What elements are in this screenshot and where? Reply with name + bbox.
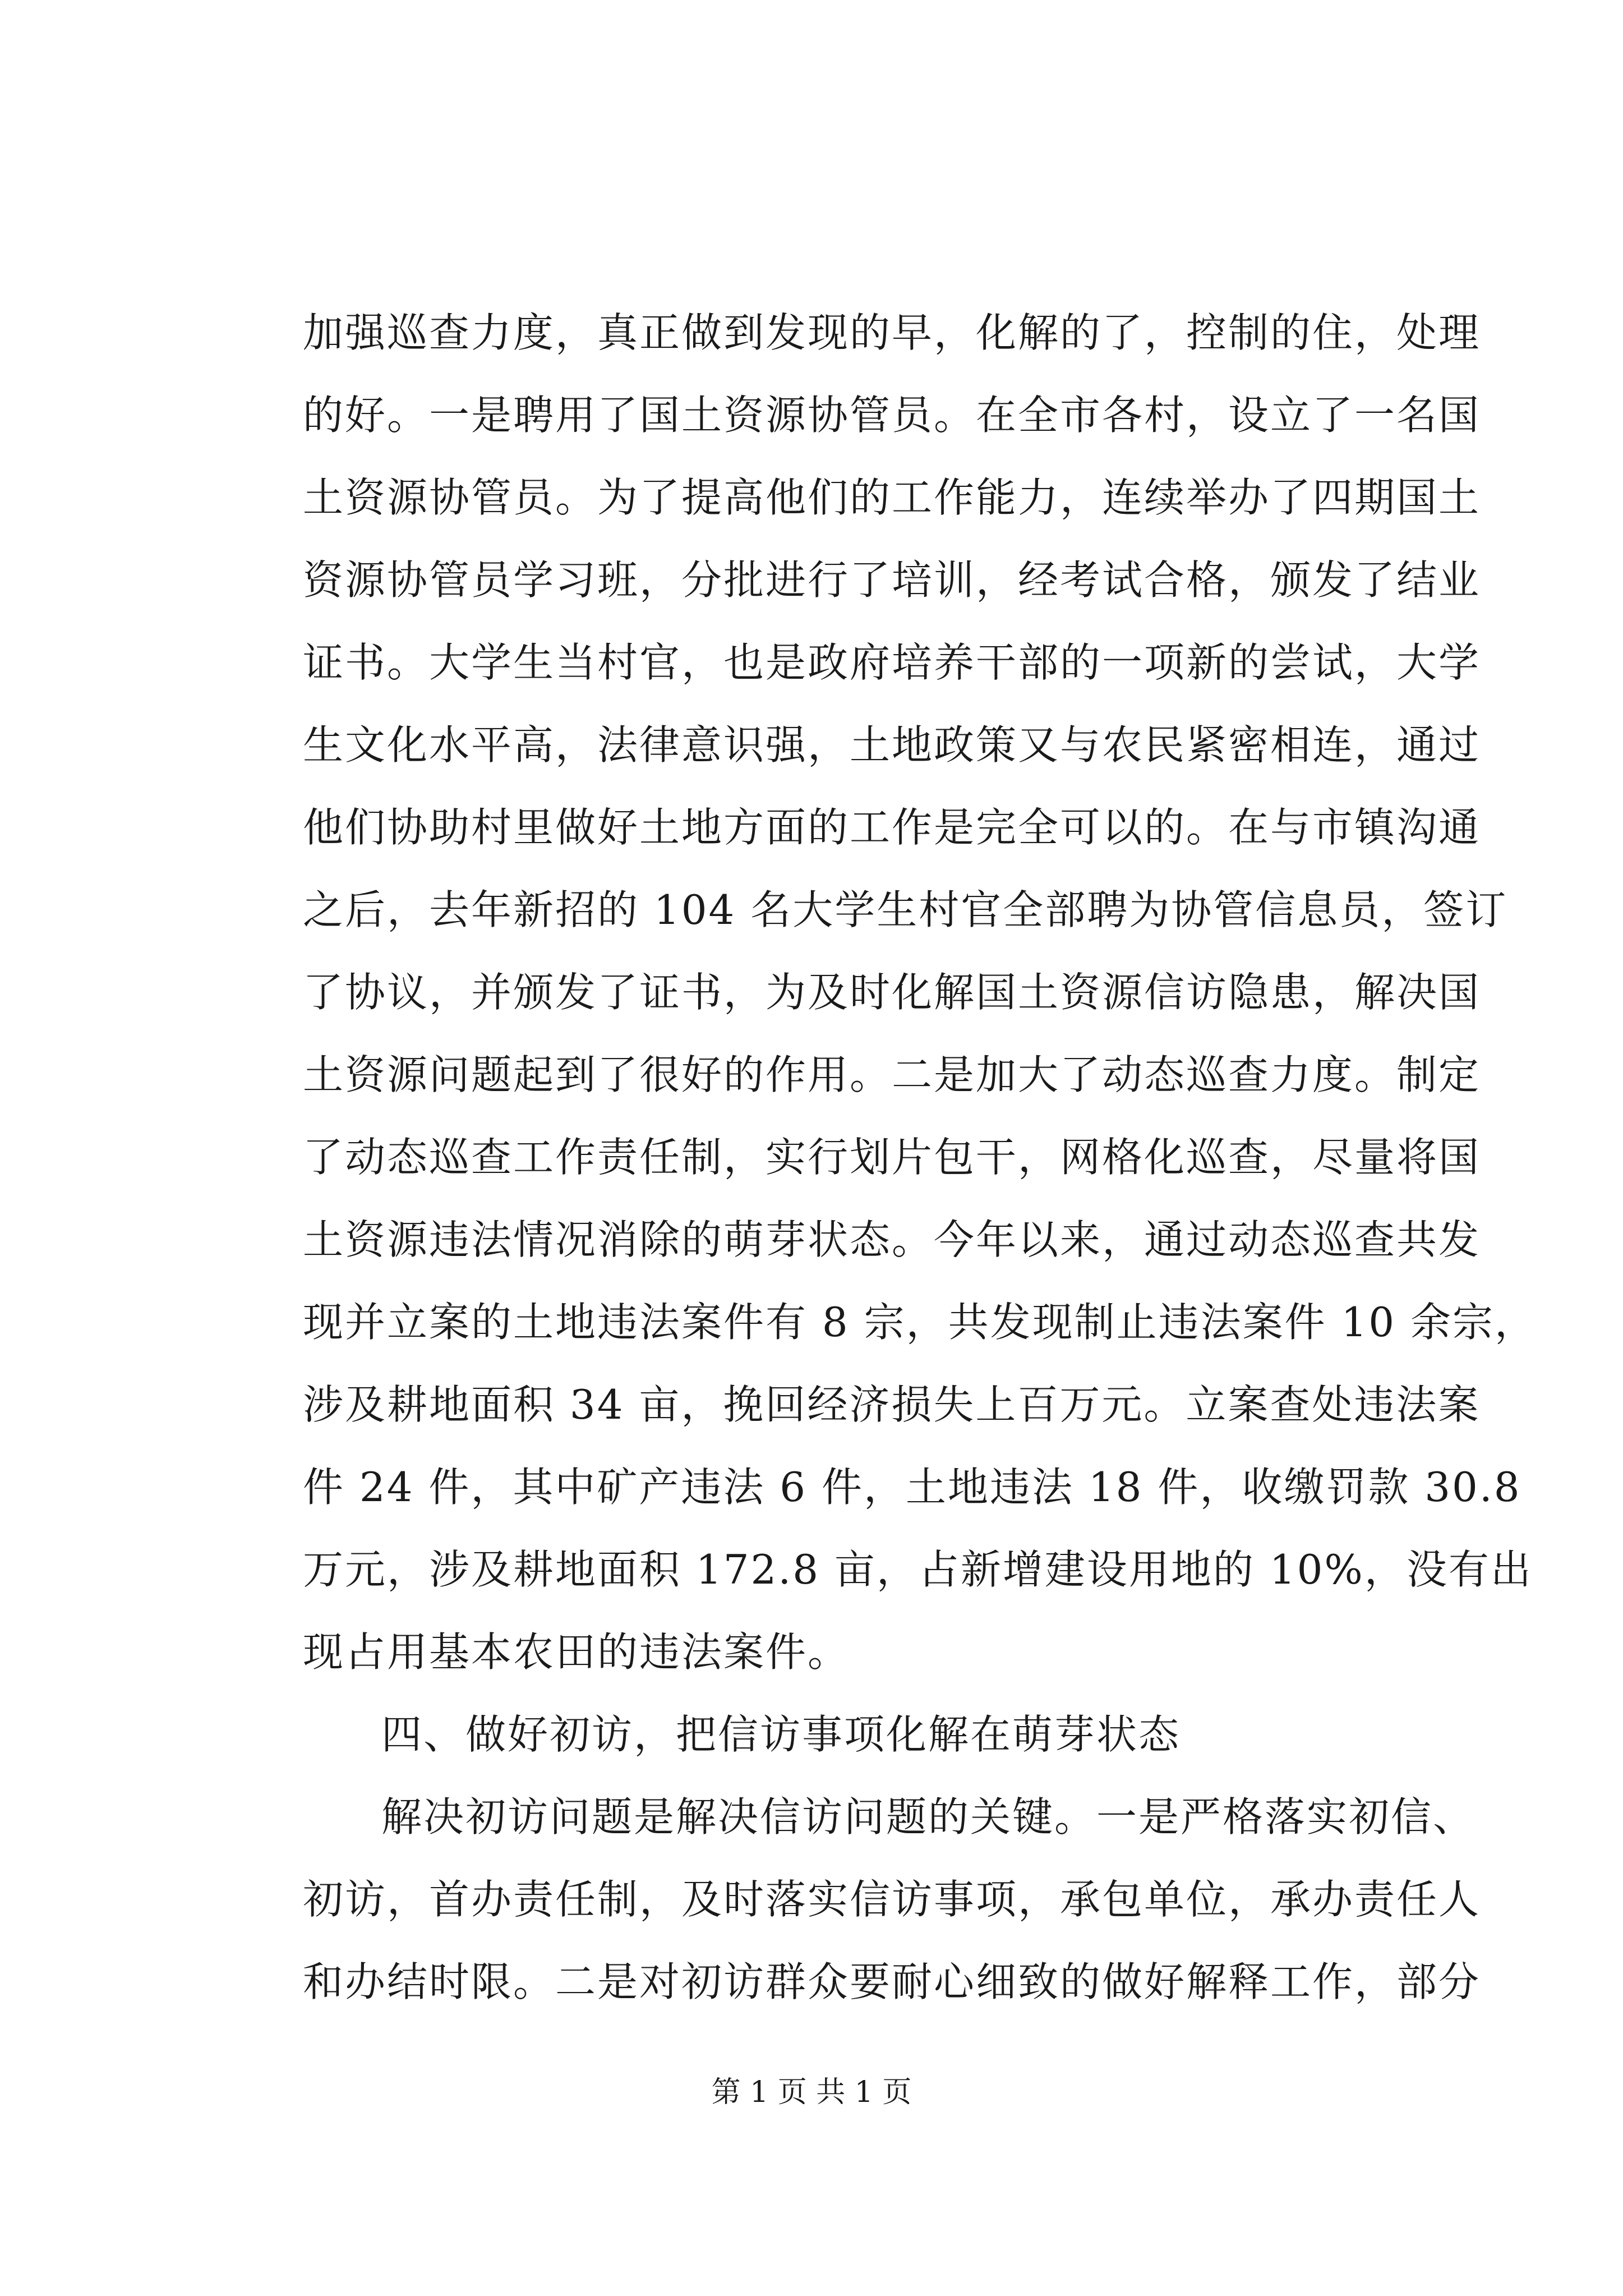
text-line-3: 土资源协管员。为了提高他们的工作能力，连续举办了四期国土 xyxy=(303,474,1481,521)
text-line-14: 涉及耕地面积 34 亩，挽回经济损失上百万元。立案查处违法案 xyxy=(303,1381,1481,1428)
text-line-12: 土资源违法情况消除的萌芽状态。今年以来，通过动态巡查共发 xyxy=(303,1216,1481,1263)
text-line-5: 证书。大学生当村官，也是政府培养干部的一项新的尝试，大学 xyxy=(303,639,1481,686)
page-number-footer: 第 1 页 共 1 页 xyxy=(711,2076,912,2109)
text-line-8: 之后，去年新招的 104 名大学生村官全部聘为协管信息员，签订 xyxy=(303,886,1508,933)
text-line-13: 现并立案的土地违法案件有 8 宗，共发现制止违法案件 10 余宗， xyxy=(303,1299,1537,1346)
text-line-9: 了协议，并颁发了证书，为及时化解国土资源信访隐患，解决国 xyxy=(303,969,1481,1016)
section-heading: 四、做好初访，把信访事项化解在萌芽状态 xyxy=(381,1711,1181,1758)
text-line-11: 了动态巡查工作责任制，实行划片包干，网格化巡查，尽量将国 xyxy=(303,1134,1481,1181)
text-line-17: 现占用基本农田的违法案件。 xyxy=(303,1628,850,1676)
text-line-16: 万元，涉及耕地面积 172.8 亩，占新增建设用地的 10%，没有出 xyxy=(303,1546,1533,1593)
text-line-21: 和办结时限。二是对初访群众要耐心细致的做好解释工作，部分 xyxy=(303,1958,1481,2005)
text-line-19: 解决初访问题是解决信访问题的关键。一是严格落实初信、 xyxy=(381,1793,1476,1841)
text-line-20: 初访，首办责任制，及时落实信访事项，承包单位，承办责任人 xyxy=(303,1876,1481,1923)
text-line-15: 件 24 件，其中矿产违法 6 件，土地违法 18 件，收缴罚款 30.8 xyxy=(303,1464,1521,1511)
text-line-6: 生文化水平高，法律意识强，土地政策又与农民紧密相连，通过 xyxy=(303,721,1481,769)
text-line-2: 的好。一是聘用了国土资源协管员。在全市各村，设立了一名国 xyxy=(303,392,1481,439)
text-line-10: 土资源问题起到了很好的作用。二是加大了动态巡查力度。制定 xyxy=(303,1051,1481,1098)
text-line-1: 加强巡查力度，真正做到发现的早，化解的了，控制的住，处理 xyxy=(303,309,1481,356)
text-line-4: 资源协管员学习班，分批进行了培训，经考试合格，颁发了结业 xyxy=(303,556,1481,604)
text-line-7: 他们协助村里做好土地方面的工作是完全可以的。在与市镇沟通 xyxy=(303,804,1481,851)
